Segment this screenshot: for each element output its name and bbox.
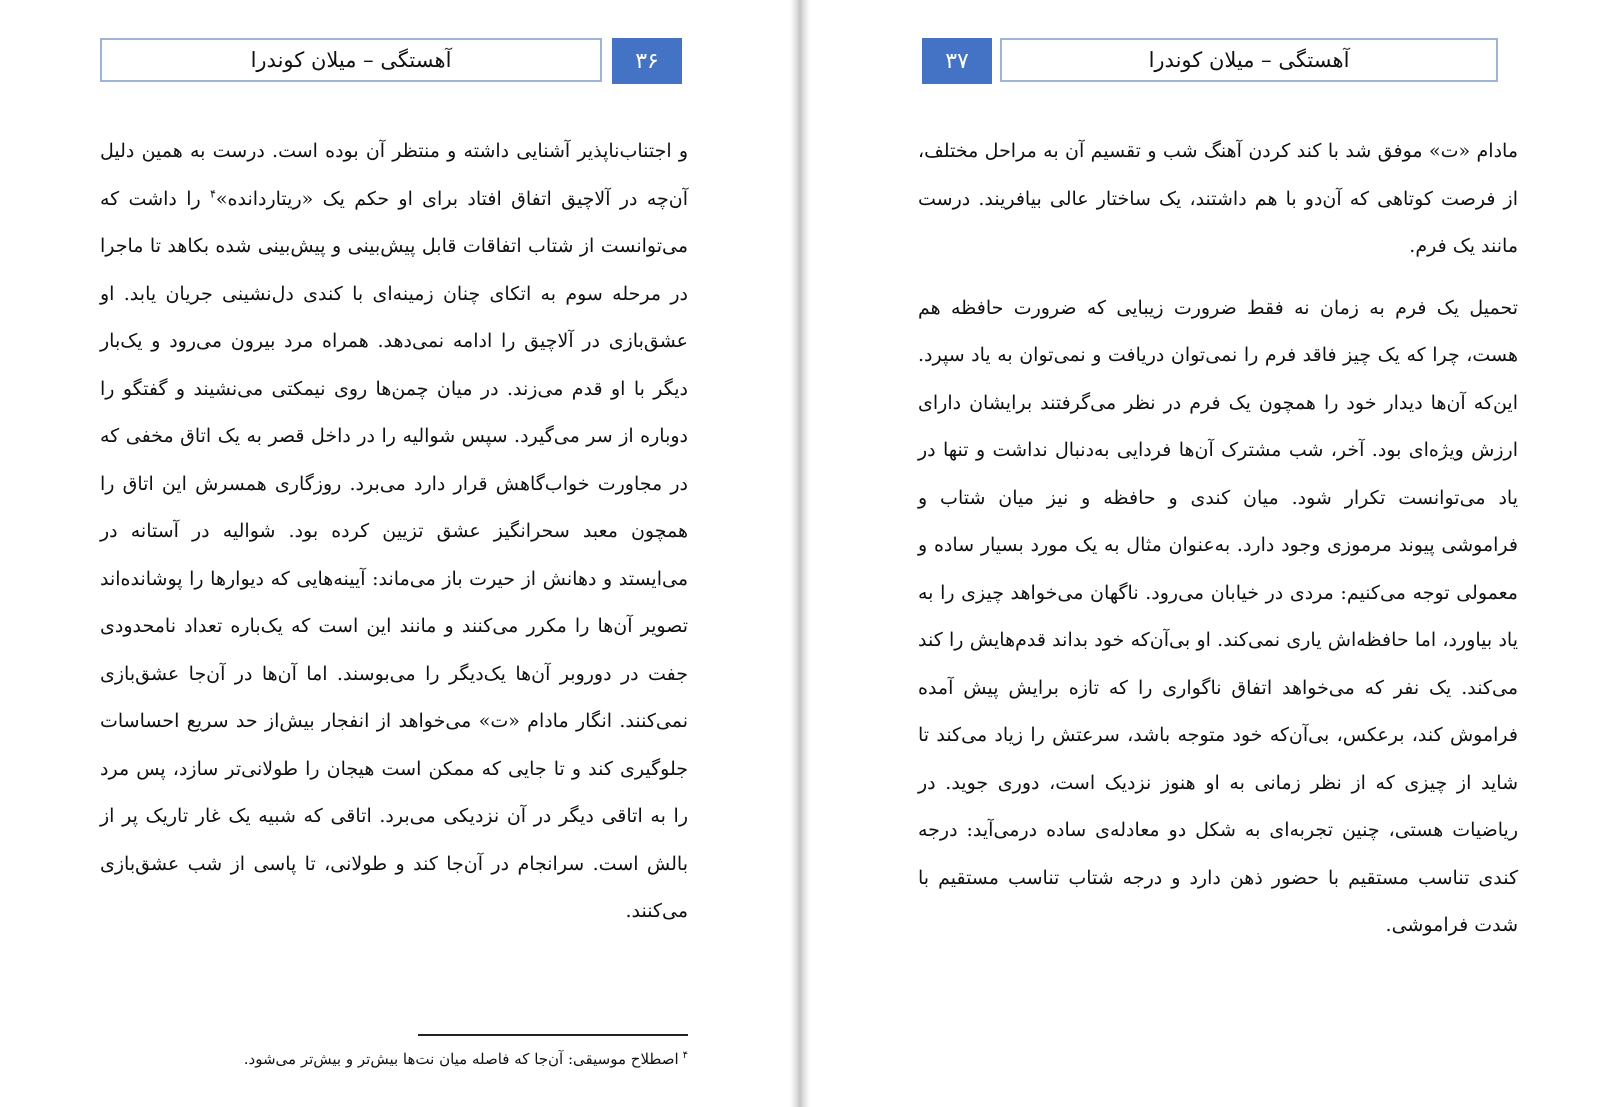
body-text (918, 128, 1518, 950)
footnote-reference[interactable]: ۴ (209, 187, 216, 201)
paragraph: تحمیل یک فرم به زمان نه فقط ضرورت زیبایی که ضرورت حافظه هم هست، چرا که یک چیز فاقد فرم را نمی‌توان دریافت و نمی‌توان به یاد سپرد. این‌که آن‌ها دیدار خود را همچون یک فرم در نظر می‌گرفتند برایشان دارای ارزش ویژه‌ای بود. آخر، شب مشترک آن‌ها فردایی به‌دنبال نداشت و تنها در یاد می‌توانست تکرار شود. میان کندی و حافظه و نیز میان شتاب و فراموشی پیوند مرموزی وجود دارد. به‌عنوان مثال به یک مورد بسیار ساده و معمولی توجه می‌کنیم: مردی در خیابان می‌رود. ناگهان می‌خواهد چیزی را به یاد بیاورد، اما حافظه‌اش یاری نمی‌کند. او بی‌آن‌که خود بداند قدم‌هایش را کند می‌کند. یک نفر که می‌خواهد اتفاق ناگواری را که تازه برایش پیش آمده فراموش کند، برعکس، بی‌آن‌که خود متوجه باشد، سرعتش را زیاد می‌کند تا شاید از چیزی که از نظر زمانی به او هنوز نزدیک است، دوری جوید. در ریاضیات هستی، چنین تجربه‌ای به شکل دو معادله‌ی ساده درمی‌آید: درجه کندی تناسب مستقیم با حضور ذهن دارد و درجه شتاب تناسب مستقیم با شدت فراموشی. (918, 296, 1518, 936)
paragraph-text: و اجتناب‌ناپذیر آشنایی داشته و منتظر آن بوده است. درست به همین دلیل آن‌چه در آلاچیق اتفاق افتاد برای او حکم یک «ریتاردانده» (100, 140, 688, 210)
page-number-badge: ۳۷ (922, 38, 992, 84)
paragraph (100, 128, 688, 936)
page-header-title: آهستگی – میلان کوندرا (1000, 38, 1498, 82)
footnote (100, 1046, 688, 1072)
page-right (810, 0, 1600, 1107)
page-header-title: آهستگی – میلان کوندرا (100, 38, 602, 82)
footnote-number: ۴ (682, 1050, 688, 1061)
body-text (100, 128, 688, 936)
paragraph: مادام «ت» موفق شد با کند کردن آهنگ شب و تقسیم آن به مراحل مختلف، از فرصت کوتاهی که آن‌دو با هم داشتند، یک ساختار عالی بیافریند. درست مانند یک فرم. (918, 140, 1518, 257)
paragraph-spacer (918, 271, 1518, 285)
page-number-badge: ۳۶ (612, 38, 682, 84)
footnote-separator (418, 1034, 688, 1036)
footnote-text: اصطلاح موسیقی: آن‌جا که فاصله میان نت‌ها بیش‌تر و بیش‌تر می‌شود. (243, 1050, 679, 1068)
page-left (0, 0, 790, 1107)
paragraph-text: را داشت که می‌توانست از شتاب اتفاقات قابل پیش‌بینی و پیش‌بینی شده بکاهد تا ماجرا در مرحله سوم به اتکای چنان زمینه‌ای با کندی دل‌نشینی جریان یابد. او عشق‌بازی در آلاچیق را ادامه نمی‌دهد. همراه مرد بیرون می‌رود و یک‌بار دیگر با او قدم می‌زند. در میان چمن‌ها روی نیمکتی می‌نشیند و گفتگو را دوباره از سر می‌گیرد. سپس شوالیه را در داخل قصر به یک اتاق مخفی که در مجاورت خواب‌گاهش قرار دارد می‌برد. روزگاری همسرش این اتاق را همچون معبد سحرانگیز عشق تزیین کرده بود. شوالیه در آستانه در می‌ایستد و دهانش از حیرت باز می‌ماند: آیینه‌هایی که دیوارها را پوشانده‌اند تصویر آن‌ها را مکرر می‌کنند و مانند این است که یک‌باره تعداد نامحدودی جفت در دوروبر آن‌ها یک‌دیگر را می‌بوسند. اما آن‌ها در آن‌جا عشق‌بازی نمی‌کنند. انگار مادام «ت» می‌خواهد از انفجار بیش‌از حد سریع احساسات جلوگیری کند و تا جایی که ممکن است هیجان را طولانی‌تر سازد، پس مرد را به اتاقی دیگر در آن نزدیکی می‌برد. اتاقی که شبیه یک غار تاریک پر از بالش است. سرانجام در آن‌جا کند و طولانی، تا پاسی از شب عشق‌بازی می‌کنند. (100, 187, 688, 922)
page-gutter (790, 0, 810, 1107)
